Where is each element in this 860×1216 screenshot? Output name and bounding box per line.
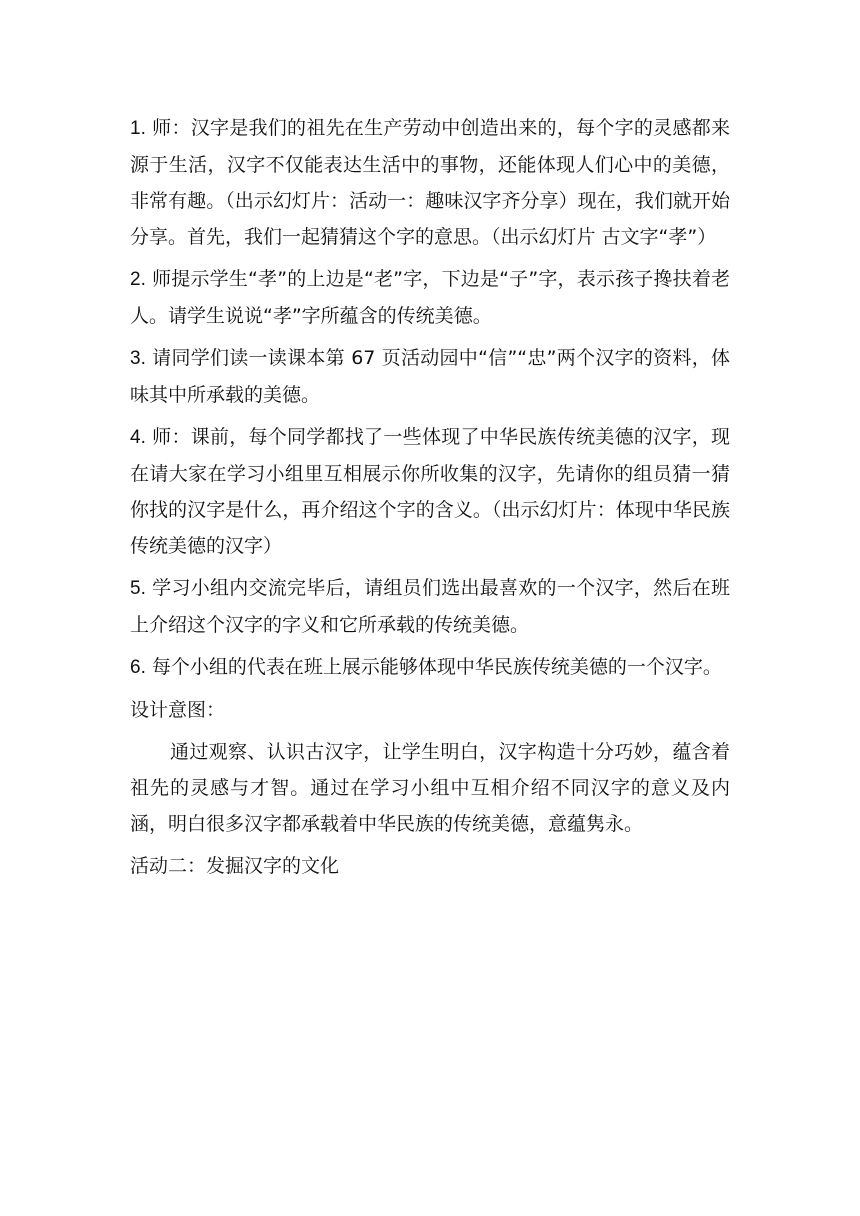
list-item: [130, 261, 730, 334]
item-text: 请同学们读一读课本第 67 页活动园中“信”“忠”两个汉字的资料，体味其中所承载的美德。: [130, 347, 730, 406]
item-number: 3.: [130, 348, 146, 369]
item-text: 每个小组的代表在班上展示能够体现中华民族传统美德的一个汉字。: [151, 656, 722, 678]
item-text: 学习小组内交流完毕后，请组员们选出最喜欢的一个汉字，然后在班上介绍这个汉字的字义和它所承载的传统美德。: [130, 577, 730, 636]
item-text: 师：汉字是我们的祖先在生产劳动中创造出来的，每个字的灵感都来源于生活，汉字不仅能表达生活中的事物，还能体现人们心中的美德，非常有趣。（出示幻灯片：活动一：趣味汉字齐分享）现在，我们就开始分享。首先，我们一起猜猜这个字的意思。（出示幻灯片 古文字“孝”）: [130, 117, 730, 248]
list-item: [130, 570, 730, 643]
document-body: [130, 110, 730, 890]
item-number: 2.: [130, 269, 146, 290]
item-number: 6.: [130, 657, 146, 678]
list-item: [130, 340, 730, 413]
list-item: [130, 419, 730, 564]
list-item: [130, 110, 730, 255]
item-number: 4.: [130, 427, 146, 448]
design-heading: 设计意图：: [130, 699, 226, 721]
list-item: [130, 649, 730, 686]
item-text: 师：课前，每个同学都找了一些体现了中华民族传统美德的汉字，现在请大家在学习小组里互相展示你所收集的汉字，先请你的组员猜一猜你找的汉字是什么，再介绍这个字的含义。（出示幻灯片：体现中华民族传统美德的汉字）: [130, 426, 730, 557]
design-text: 通过观察、认识古汉字，让学生明白，汉字构造十分巧妙，蕴含着祖先的灵感与才智。通过在学习小组中互相介绍不同汉字的意义及内涵，明白很多汉字都承载着中华民族的传统美德，意蕴隽永。: [130, 741, 730, 835]
item-text: 师提示学生“孝”的上边是“老”字，下边是“子”字，表示孩子搀扶着老人。请学生说说“孝”字所蕴含的传统美德。: [130, 268, 731, 327]
item-number: 1.: [130, 118, 146, 139]
item-number: 5.: [130, 578, 146, 599]
activity-heading: 活动二：发掘汉字的文化: [130, 855, 340, 877]
